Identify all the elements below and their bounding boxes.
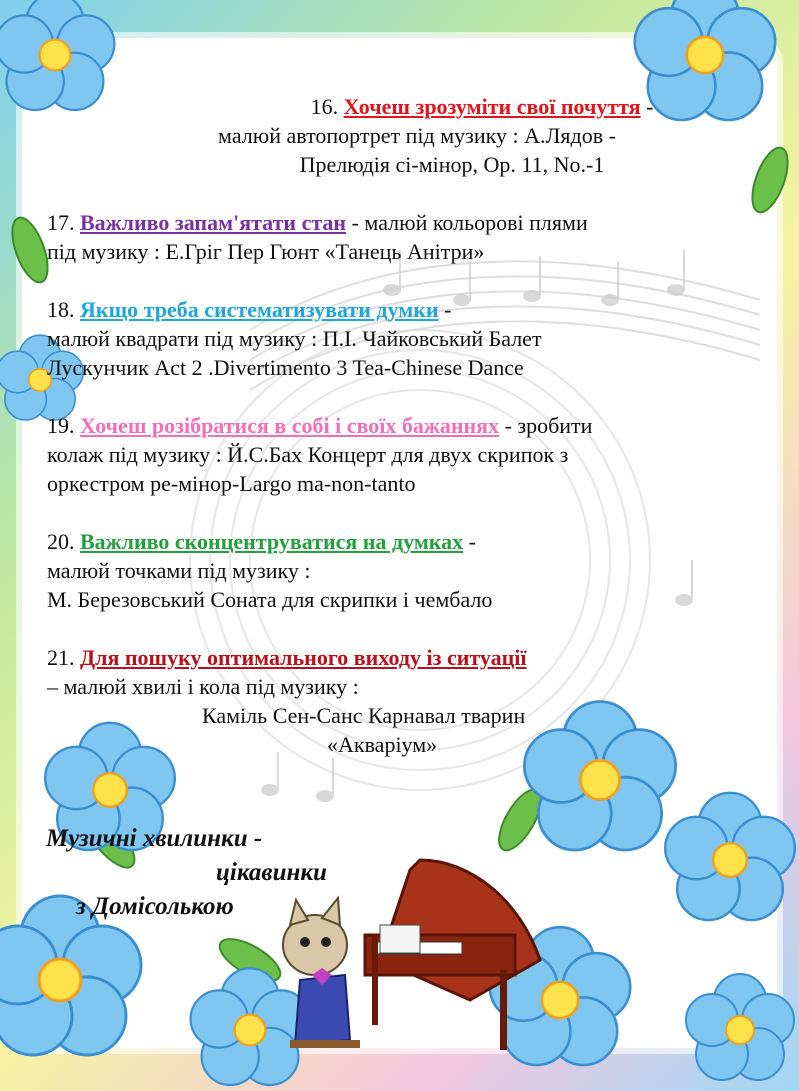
item-line: Каміль Сен-Санс Карнавал тварин xyxy=(202,703,526,728)
item-heading-suffix: - xyxy=(640,94,654,119)
item-number: 17. xyxy=(47,210,75,235)
item-number: 16. xyxy=(310,94,339,119)
item-line: Прелюдія сі-мінор, Op. 11, No.-1 xyxy=(299,152,605,177)
slogan-block xyxy=(46,822,376,924)
item-number: 20. xyxy=(47,529,75,554)
item-line: оркестром ре-мінор-Largo ma-non-tanto xyxy=(47,471,416,496)
item-line: колаж під музику : Й.С.Бах Концерт для двух скрипок з xyxy=(47,442,569,467)
item-number: 18. xyxy=(47,297,75,322)
slogan-line-1: Музичні хвилинки - xyxy=(46,825,263,852)
item-line: М. Березовський Соната для скрипки і чембало xyxy=(47,587,493,612)
slogan-line-2: цікавинки xyxy=(216,859,327,886)
list-item-21 xyxy=(47,643,767,759)
item-heading-suffix: - xyxy=(438,297,452,322)
item-heading: Важливо запам'ятати стан xyxy=(80,210,347,235)
item-line: Лускунчик Act 2 .Divertimento 3 Tea-Chinese Dance xyxy=(47,355,524,380)
item-number: 19. xyxy=(47,413,75,438)
item-heading: Для пошуку оптимального виходу із ситуації xyxy=(80,645,527,670)
forget-me-not-flower-icon xyxy=(665,793,795,920)
item-line: «Акваріум» xyxy=(327,732,438,757)
item-heading: Якщо треба систематизувати думки xyxy=(80,297,439,322)
item-heading: Хочеш розібратися в собі і своїх бажаннях xyxy=(80,413,500,438)
list-item-18 xyxy=(47,295,767,382)
list-item-17 xyxy=(47,208,767,266)
item-number: 21. xyxy=(47,645,75,670)
list-item-20 xyxy=(47,527,767,614)
item-heading: Важливо сконцентруватися на думках xyxy=(80,529,464,554)
item-line: малюй автопортрет під музику : А.Лядов - xyxy=(218,123,616,148)
item-line: малюй квадрати під музику : П.І. Чайковський Балет xyxy=(47,326,542,351)
list-item-19 xyxy=(47,411,767,498)
forget-me-not-flower-icon xyxy=(686,974,794,1080)
item-heading-suffix: - малюй кольорові плями xyxy=(346,210,588,235)
music-art-activities-list xyxy=(47,92,767,788)
item-line: під музику : Е.Гріг Пер Гюнт «Танець Анітри» xyxy=(47,239,485,264)
forget-me-not-flower-icon xyxy=(191,968,310,1085)
item-heading-suffix: - зробити xyxy=(499,413,593,438)
list-item-16 xyxy=(47,92,767,179)
item-heading-suffix: - xyxy=(463,529,476,554)
item-heading: Хочеш зрозуміти свої почуття xyxy=(343,94,641,119)
slogan-line-3: з Домісолькою xyxy=(76,893,234,920)
item-line: малюй точками під музику : xyxy=(47,558,311,583)
item-line: – малюй хвилі і кола під музику : xyxy=(47,674,359,699)
